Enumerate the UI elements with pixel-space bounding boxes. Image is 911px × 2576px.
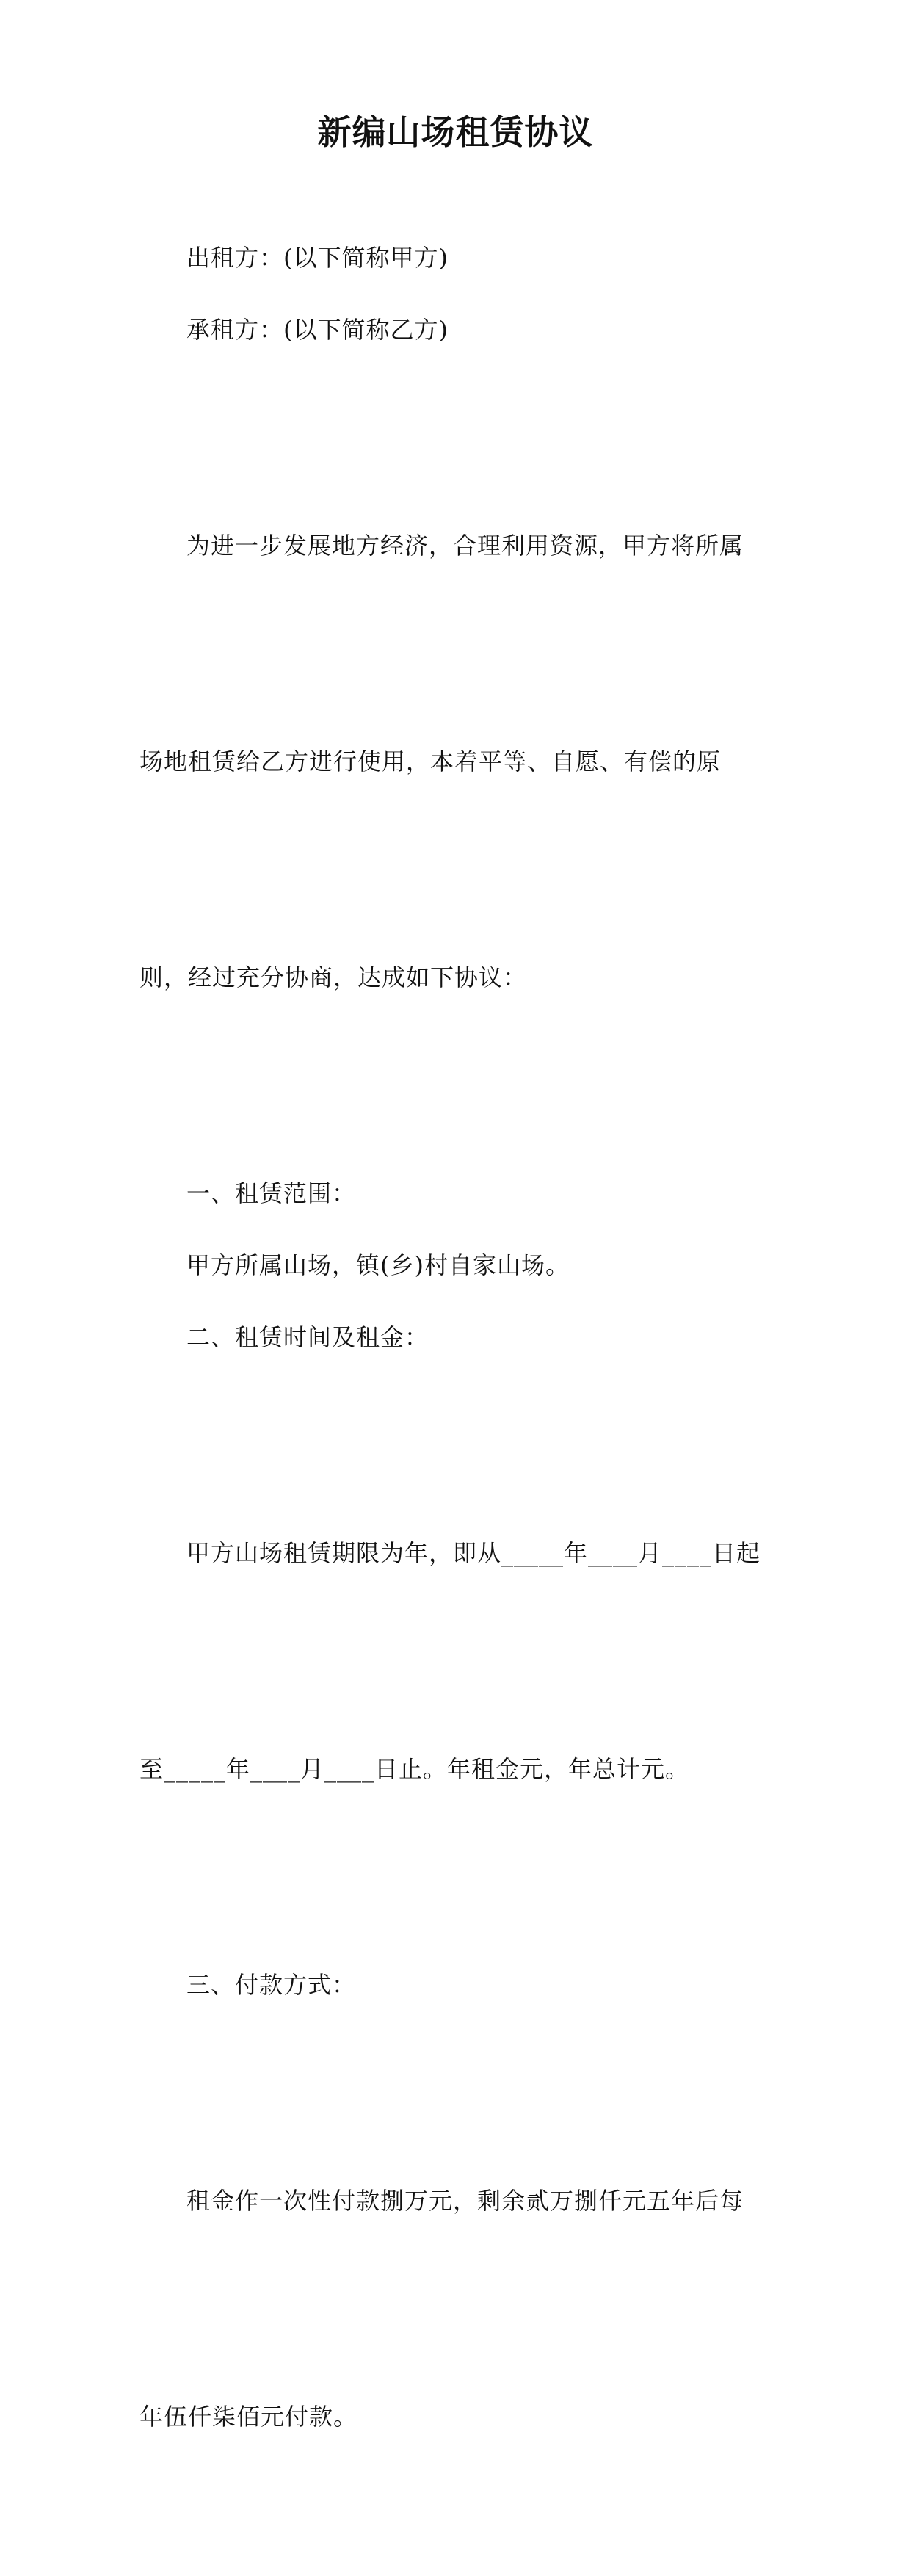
document-body: [139, 222, 778, 2576]
preamble-paragraph: [139, 366, 778, 1157]
section2-body: [139, 1373, 778, 1949]
section3-body: [139, 2021, 778, 2576]
section1-body: 甲方所属山场，镇(乡)村自家山场。: [186, 1251, 570, 1279]
section2-heading: 二、租赁时间及租金：: [186, 1323, 429, 1351]
lessee-line: 承租方：(以下简称乙方): [186, 316, 449, 344]
section2-body-line-1: 甲方山场租赁期限为年，即从_____年____月____日起: [186, 1539, 761, 1567]
preamble-line-2: 场地租赁给乙方进行使用，本着平等、自愿、有偿的原: [139, 748, 722, 775]
section3-body-line-2: 年伍仟柒佰元付款。: [139, 2403, 358, 2431]
preamble-line-3: 则，经过充分协商，达成如下协议：: [139, 963, 528, 991]
lessor-line: 出租方：(以下简称甲方): [186, 244, 449, 272]
section2-body-line-2: 至_____年____月____日止。年租金元，年总计元。: [139, 1755, 690, 1783]
preamble-line-1: 为进一步发展地方经济，合理利用资源，甲方将所属: [186, 532, 744, 560]
document-title: 新编山场租赁协议: [317, 112, 594, 152]
section3-heading: 三、付款方式：: [186, 1971, 357, 1999]
section1-heading: 一、租赁范围：: [186, 1179, 357, 1207]
section3-body-line-1: 租金作一次性付款捌万元，剩余贰万捌仟元五年后每: [186, 2187, 744, 2215]
